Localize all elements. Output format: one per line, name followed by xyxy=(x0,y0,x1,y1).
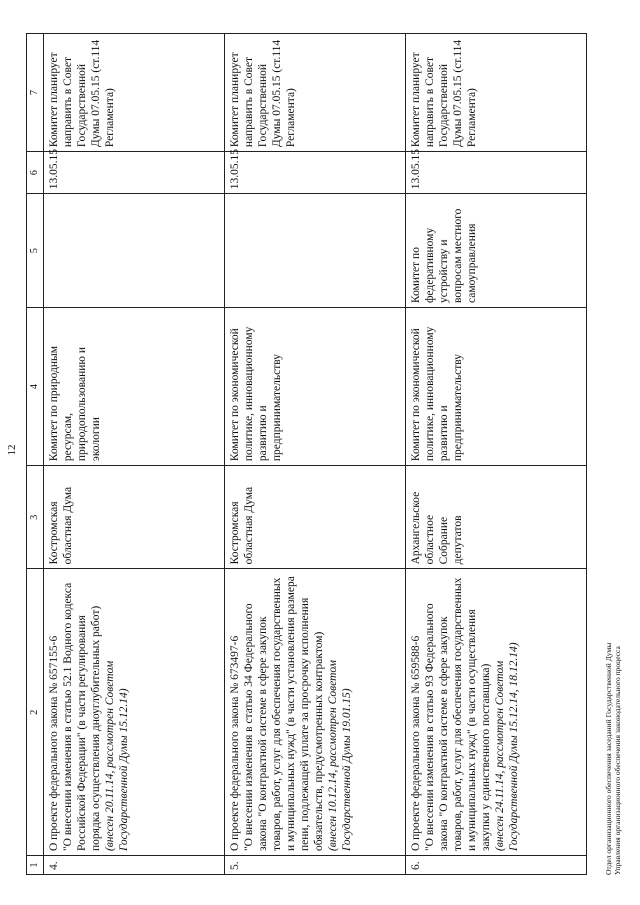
page-number: 12 xyxy=(6,444,18,456)
bill-intro: О проекте федерального закона № 657155-6 xyxy=(48,635,60,852)
column-header: 5 xyxy=(27,194,44,308)
bill-title: "О внесении изменения в статью 93 Федерального закона "О контрактной системе в сфере закупок товаров, работ, услуг для обеспечения государственных и муниципальных нужд" (в части осуществления закупки у единственного поставщика) xyxy=(424,577,492,852)
date-cell: 13.05.15 xyxy=(44,152,225,194)
co-committee-cell xyxy=(44,194,225,308)
table-row xyxy=(44,34,225,875)
footer-line: Управления организационного обеспечения законодательного процесса xyxy=(613,646,622,875)
decision-cell: Комитет планирует направить в Совет Государственной Думы 07.05.15 (ст.114 Регламента) xyxy=(406,34,587,152)
table-row xyxy=(406,34,587,875)
bill-intro: О проекте федерального закона № 673497-6 xyxy=(229,635,241,852)
bill-intro: О проекте федерального закона № 659588-6 xyxy=(410,635,422,852)
committee-cell: Комитет по экономической политике, инновационному развитию и предпринимательству xyxy=(406,308,587,466)
column-header: 3 xyxy=(27,466,44,569)
bill-description xyxy=(406,569,587,856)
column-header: 1 xyxy=(27,856,44,875)
decision-cell: Комитет планирует направить в Совет Государственной Думы 07.05.15 (ст.114 Регламента) xyxy=(44,34,225,152)
initiator-cell: Костромская областная Дума xyxy=(44,466,225,569)
table-row xyxy=(225,34,406,875)
bill-status: (внесен 24.11.14, рассмотрен Советом Государственной Думы 15.12.14, 18.12.14) xyxy=(494,642,520,852)
committee-cell: Комитет по экономической политике, инновационному развитию и предпринимательству xyxy=(225,308,406,466)
bill-status: (внесен 10.12.14, рассмотрен Советом Государственной Думы 19.01.15) xyxy=(327,659,353,852)
co-committee-cell: Комитет по федеративному устройству и вопросам местного самоуправления xyxy=(406,194,587,308)
initiator-cell: Костромская областная Дума xyxy=(225,466,406,569)
date-cell: 13.05.15 xyxy=(225,152,406,194)
bill-description xyxy=(44,569,225,856)
table-header-row xyxy=(27,34,44,875)
co-committee-cell xyxy=(225,194,406,308)
initiator-cell: Архангельское областное Собрание депутатов xyxy=(406,466,587,569)
row-number: 4. xyxy=(44,856,225,875)
row-number: 5. xyxy=(225,856,406,875)
column-header: 6 xyxy=(27,152,44,194)
committee-cell: Комитет по природным ресурсам, природопользованию и экологии xyxy=(44,308,225,466)
column-header: 4 xyxy=(27,308,44,466)
bill-title: "О внесении изменения в статью 34 Федерального закона "О контрактной системе в сфере закупок товаров, работ, услуг для обеспечения государственных и муниципальных нужд" (в части установления размера пени, подлежащей уплате за просрочку исполнения обязательств, предусмотренных контрактом) xyxy=(243,576,325,852)
footer-department xyxy=(604,643,622,875)
bills-table xyxy=(26,33,587,875)
bill-title: "О внесении изменения в статью 52.1 Водного кодекса Российской Федерации" (в части регулирования порядка осуществления дноуглубительных работ) xyxy=(62,582,102,852)
date-cell: 13.05.15 xyxy=(406,152,587,194)
row-number: 6. xyxy=(406,856,587,875)
decision-cell: Комитет планирует направить в Совет Государственной Думы 07.05.15 (ст.114 Регламента) xyxy=(225,34,406,152)
column-header: 7 xyxy=(27,34,44,152)
footer-line: Отдел организационного обеспечения заседаний Государственной Думы xyxy=(604,642,613,875)
bill-status: (внесен 20.11.14, рассмотрен Советом Государственной Думы 15.12.14) xyxy=(104,660,130,852)
bill-description xyxy=(225,569,406,856)
column-header: 2 xyxy=(27,569,44,856)
